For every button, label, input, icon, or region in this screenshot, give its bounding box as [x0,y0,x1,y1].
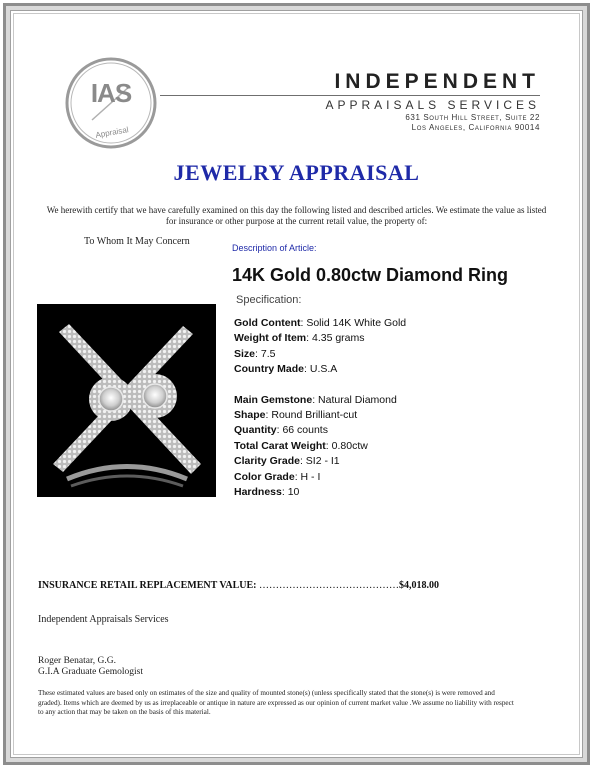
insurance-value-leader: …………………………………… [258,580,399,591]
spec-row: Quantity: 66 counts [234,424,328,437]
description-label: Description of Article: [232,243,317,253]
insurance-value-amount: $4,018.00 [398,580,439,591]
spec-label: Country Made [234,363,305,376]
spec-label: Quantity [234,424,277,437]
appraiser-title: G.I.A Graduate Gemologist [38,667,144,677]
company-logo [64,56,158,150]
spec-label: Main Gemstone [234,393,313,406]
spec-row: Main Gemstone: Natural Diamond [234,393,397,406]
specification-label: Specification: [236,294,302,306]
spec-label: Total Carat Weight [234,439,326,452]
spec-value: 4.35 grams [311,332,365,345]
insurance-value [38,580,439,591]
insurance-value-label: INSURANCE RETAIL REPLACEMENT VALUE: [38,580,257,591]
spec-value: Solid 14K White Gold [306,317,407,329]
appraiser-name: Roger Benatar, G.G. [38,656,116,666]
spec-row: Color Grade: H - I [234,470,321,483]
disclaimer-text: These estimated values are based only on estimates of the size and quality of mounted stone(s) (unless specifically stated that the stone(s) is were removed and graded). Items which are deemed by us as irreplaceable or antique in nature are expressed as our opinion of current market value .We assume no liability with respect to any action that may be taken on the basis of this material. [38,689,514,716]
spec-spacer [234,378,406,393]
spec-row: Clarity Grade: SI2 - I1 [234,455,340,468]
spec-label: Clarity Grade [234,455,300,468]
spec-value: Natural Diamond [318,393,397,406]
company-address-line2: Los Angeles, California 90014 [411,123,540,132]
document-title: JEWELRY APPRAISAL [173,160,420,185]
spec-label: Shape [234,409,266,422]
spec-row: Size: 7.5 [234,347,276,360]
logo-text: IAS [90,78,132,108]
spec-value: Round Brilliant-cut [271,409,358,422]
header-divider [160,95,540,96]
spec-row: Total Carat Weight: 0.80ctw [234,439,368,452]
spec-value: 0.80ctw [331,439,368,452]
spec-value: U.S.A [309,363,338,376]
spec-label: Color Grade [234,470,295,483]
spec-value: H - I [300,470,321,483]
spec-value: 7.5 [260,347,276,360]
spec-value: 66 counts [282,424,328,437]
company-address-line1: 631 South Hill Street, Suite 22 [405,113,540,122]
spec-label: Hardness [234,486,282,499]
ring-photo [37,304,216,497]
spec-row: Hardness: 10 [234,486,300,499]
logo-subtext: Appraisal [94,125,130,140]
item-title: 14K Gold 0.80ctw Diamond Ring [232,265,509,285]
signature-company: Independent Appraisals Services [38,614,169,625]
spec-row: Country Made: U.S.A [234,363,338,376]
spec-value: SI2 - I1 [305,455,340,468]
company-name: INDEPENDENT [334,70,540,93]
spec-label: Size [234,347,256,360]
specifications-list [234,316,406,500]
spec-row: Shape: Round Brilliant-cut [234,409,358,422]
spec-value: 10 [287,486,300,499]
company-header [160,70,540,133]
company-subtitle: APPRAISALS SERVICES [325,98,540,112]
spec-label: Gold Content [234,317,301,329]
signature-block [38,656,143,678]
spec-row: Gold Content: Solid 14K White Gold [234,317,407,329]
recipient: To Whom It May Concern [84,236,190,247]
spec-label: Weight of Item [234,332,307,345]
certification-text: We herewith certify that we have carefully examined on this day the following listed and described articles. We estimate the value as listed for insurance or other purpose at the current retail value, the property of: [46,205,547,226]
spec-row: Weight of Item: 4.35 grams [234,332,365,345]
ring-image [37,304,216,497]
